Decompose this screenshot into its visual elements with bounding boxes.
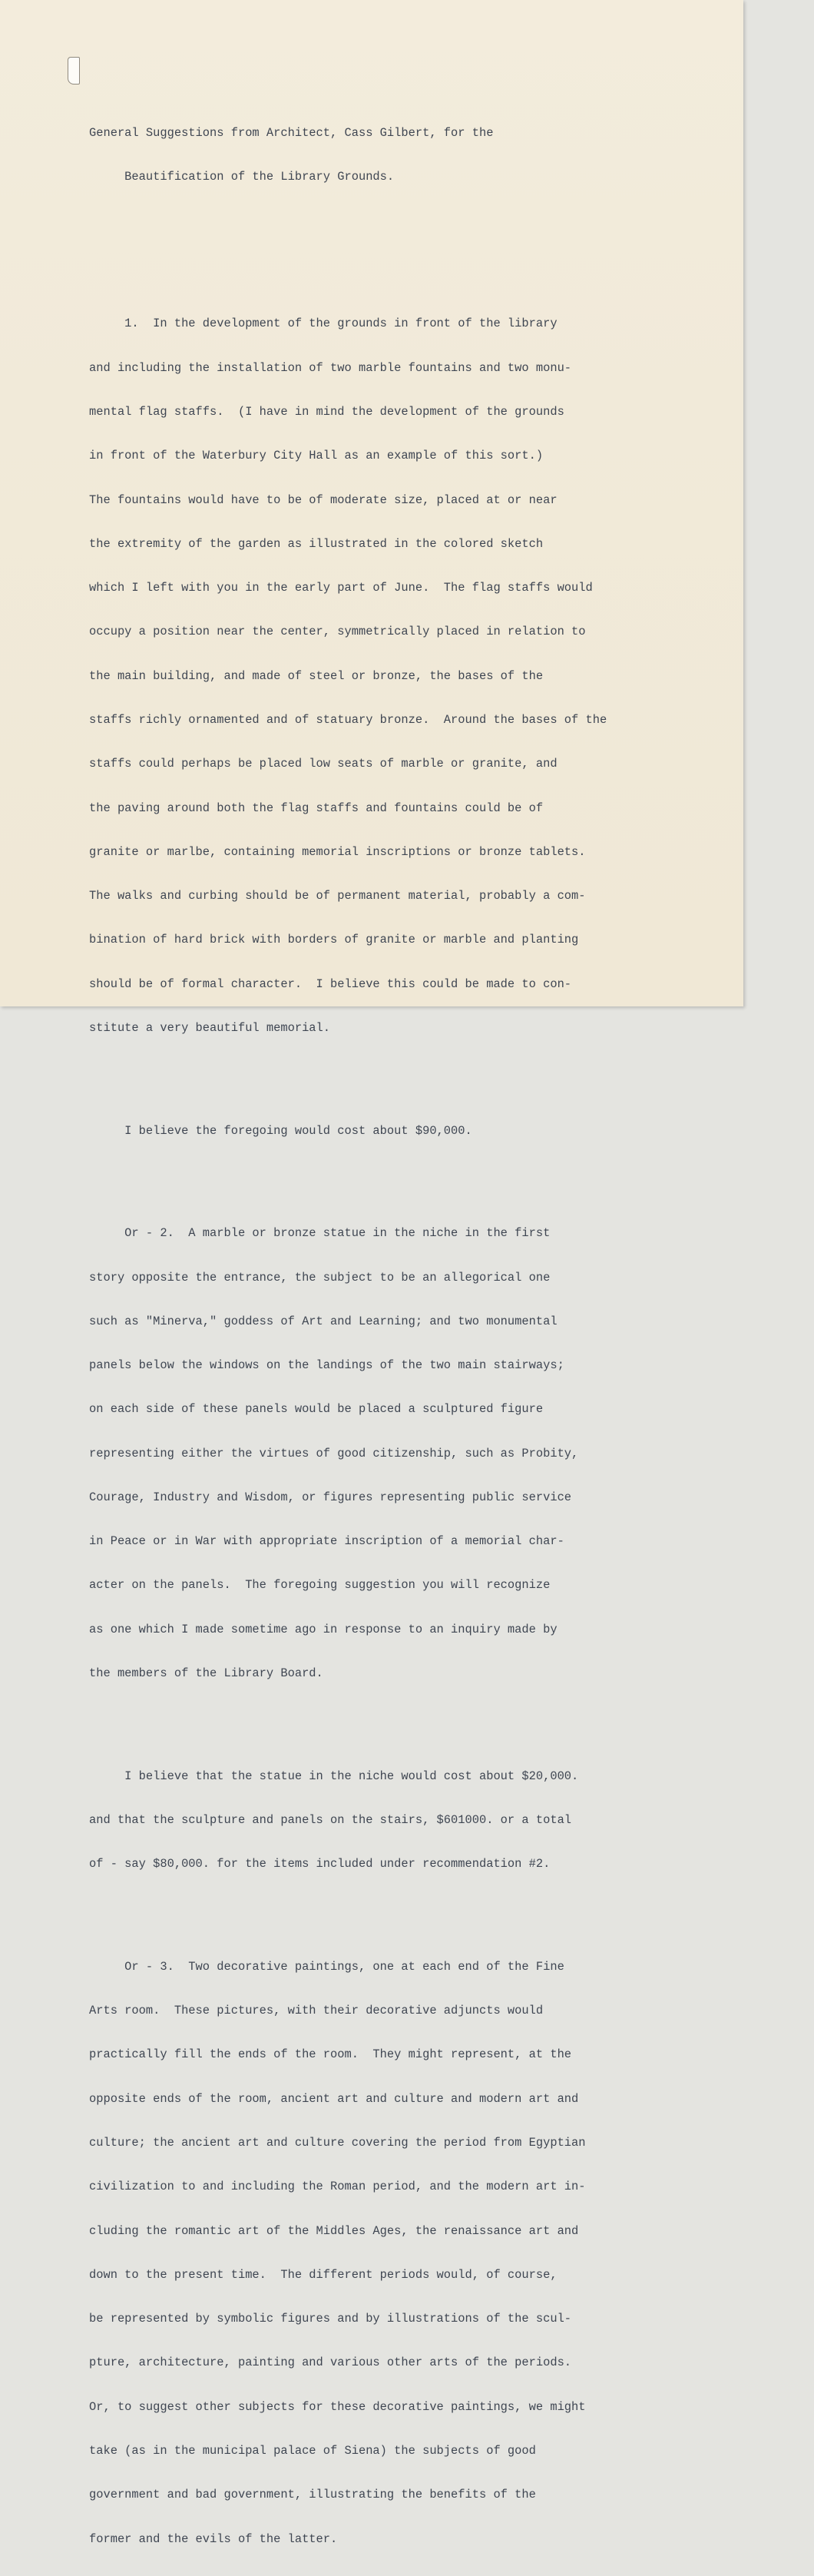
para3-line: down to the present time. The different periods would, of course, xyxy=(89,2267,558,2282)
para3-line: government and bad government, illustrating the benefits of the xyxy=(89,2488,536,2502)
para2-line: panels below the windows on the landings of the two main stairways; xyxy=(89,1358,564,1373)
para2-line: acter on the panels. The foregoing suggestion you will recognize xyxy=(89,1578,551,1593)
para1-line: The fountains would have to be of moderate size, placed at or near xyxy=(89,492,558,507)
para1-line: staffs could perhaps be placed low seats of marble or granite, and xyxy=(89,757,558,771)
para3-line: practically fill the ends of the room. They might represent, at the xyxy=(89,2047,572,2062)
heading-line-2: Beautification of the Library Grounds. xyxy=(89,170,395,184)
para1-line: the main building, and made of steel or bronze, the bases of the xyxy=(89,668,544,683)
para3-line: opposite ends of the room, ancient art and culture and modern art and xyxy=(89,2091,579,2106)
para2-line: story opposite the entrance, the subject to be an allegorical one xyxy=(89,1270,551,1285)
cost1-line: I believe the foregoing would cost about $90,000. xyxy=(89,1123,472,1138)
para3-line: be represented by symbolic figures and by illustrations of the scul- xyxy=(89,2312,572,2326)
heading-line-1: General Suggestions from Architect, Cass Gilbert, for the xyxy=(89,126,494,141)
para1-line: staffs richly ornamented and of statuary bronze. Around the bases of the xyxy=(89,712,607,727)
para3-line: Or - 3. Two decorative paintings, one at each end of the Fine xyxy=(89,1959,564,1974)
para2-line: on each side of these panels would be placed a sculptured figure xyxy=(89,1402,544,1417)
para3-line: culture; the ancient art and culture covering the period from Egyptian xyxy=(89,2136,586,2150)
para1-line: the extremity of the garden as illustrated in the colored sketch xyxy=(89,536,544,551)
para3-line: former and the evils of the latter. xyxy=(89,2531,338,2546)
para3-line: cluding the romantic art of the Middles Ages, the renaissance art and xyxy=(89,2223,579,2238)
para2-line: such as "Minerva," goddess of Art and Learning; and two monumental xyxy=(89,1314,558,1328)
para2-line: in Peace or in War with appropriate inscription of a memorial char- xyxy=(89,1534,564,1549)
para3-line: pture, architecture, painting and various other arts of the periods. xyxy=(89,2356,572,2370)
para1-line: which I left with you in the early part of June. The flag staffs would xyxy=(89,581,593,595)
para3-line: civilization to and including the Roman period, and the modern art in- xyxy=(89,2180,586,2194)
para1-line: The walks and curbing should be of permanent material, probably a com- xyxy=(89,889,586,903)
para3-line: Or, to suggest other subjects for these decorative paintings, we might xyxy=(89,2399,586,2414)
para2-line: Or - 2. A marble or bronze statue in the niche in the first xyxy=(89,1226,551,1241)
para1-line: occupy a position near the center, symmetrically placed in relation to xyxy=(89,625,586,639)
para3-line: Arts room. These pictures, with their decorative adjuncts would xyxy=(89,2004,544,2018)
para1-line: should be of formal character. I believe this could be made to con- xyxy=(89,976,572,991)
cost2-line: and that the sculpture and panels on the stairs, $601000. or a total xyxy=(89,1812,572,1827)
para1-line: mental flag staffs. (I have in mind the development of the grounds xyxy=(89,404,564,419)
para2-line: representing either the virtues of good citizenship, such as Probity, xyxy=(89,1446,579,1460)
para1-line: the paving around both the flag staffs and fountains could be of xyxy=(89,801,544,815)
para2-line: the members of the Library Board. xyxy=(89,1666,323,1681)
cost2-line: of - say $80,000. for the items included under recommendation #2. xyxy=(89,1857,551,1871)
para1-line: in front of the Waterbury City Hall as an example of this sort.) xyxy=(89,449,544,463)
cost2-line: I believe that the statue in the niche would cost about $20,000. xyxy=(89,1769,579,1783)
para3-line: take (as in the municipal palace of Siena) the subjects of good xyxy=(89,2444,536,2458)
para1-line: stitute a very beautiful memorial. xyxy=(89,1020,331,1035)
para1-line: granite or marlbe, containing memorial inscriptions or bronze tablets. xyxy=(89,844,586,859)
para1-line: bination of hard brick with borders of granite or marble and planting xyxy=(89,933,579,947)
para1-line: and including the installation of two marble fountains and two monu- xyxy=(89,360,572,375)
para2-line: as one which I made sometime ago in response to an inquiry made by xyxy=(89,1622,558,1636)
document-body xyxy=(89,97,742,2576)
para2-line: Courage, Industry and Wisdom, or figures representing public service xyxy=(89,1490,572,1504)
punch-hole xyxy=(68,57,80,85)
para1-line: 1. In the development of the grounds in front of the library xyxy=(89,317,558,331)
